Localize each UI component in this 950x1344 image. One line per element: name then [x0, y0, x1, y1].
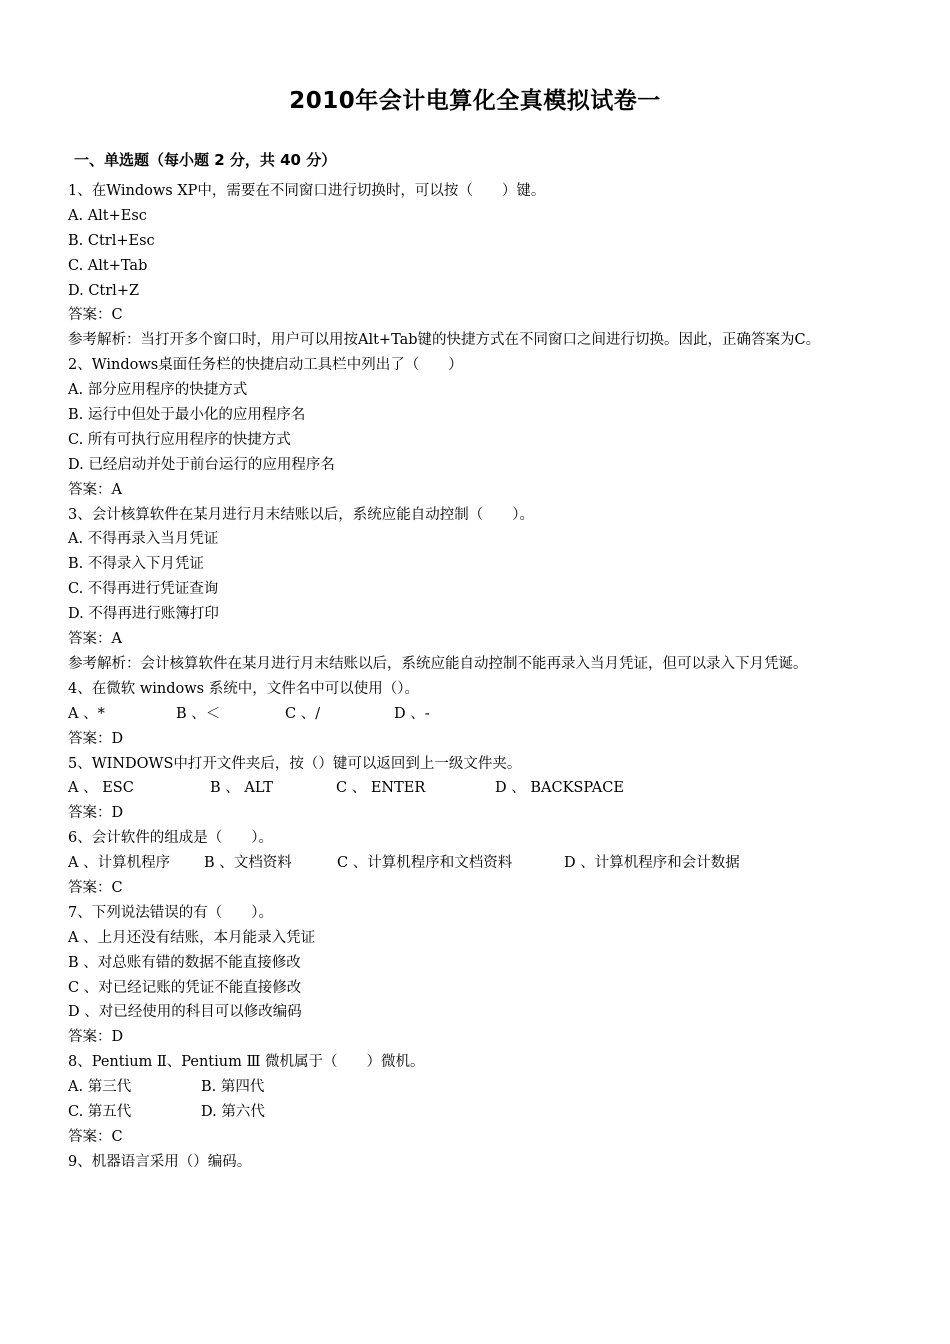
question-8 — [68, 1050, 883, 1150]
options-row — [68, 776, 883, 801]
answer: 答案：A — [68, 631, 122, 648]
option-d: D 、 BACKSPACE — [495, 780, 624, 797]
options-row — [68, 702, 883, 727]
question-3 — [68, 503, 883, 677]
option-c: C 、/ — [285, 705, 321, 722]
analysis: 参考解析：当打开多个窗口时，用户可以用按Alt+Tab键的快捷方式在不同窗口之间进行切换。因此，正确答案为C。 — [68, 332, 821, 349]
question-9 — [68, 1150, 883, 1175]
option-b: B. 运行中但处于最小化的应用程序名 — [68, 407, 306, 424]
question-stem: 9、机器语言采用（）编码。 — [68, 1153, 252, 1170]
options-row — [68, 851, 883, 876]
option-b: B 、 ALT — [210, 780, 273, 797]
answer: 答案：D — [68, 1029, 124, 1046]
option-c: C. 所有可执行应用程序的快捷方式 — [68, 431, 291, 448]
question-stem: 6、会计软件的组成是（ ）。 — [68, 830, 273, 847]
option-c: C 、对已经记账的凭证不能直接修改 — [68, 979, 302, 996]
option-c: C 、 ENTER — [336, 780, 426, 797]
options-row — [68, 1100, 883, 1125]
question-2 — [68, 353, 883, 502]
option-a: A. Alt+Esc — [68, 207, 147, 224]
answer: 答案：C — [68, 879, 123, 896]
option-a: A 、上月还没有结账，本月能录入凭证 — [68, 929, 316, 946]
option-d: D. 已经启动并处于前台运行的应用程序名 — [68, 456, 335, 473]
option-a: A 、 ESC — [68, 780, 134, 797]
option-d: D. 第六代 — [201, 1103, 265, 1120]
option-d: D. Ctrl+Z — [68, 282, 140, 299]
option-c: C. 第五代 — [68, 1103, 132, 1120]
option-b: B 、对总账有错的数据不能直接修改 — [68, 954, 301, 971]
question-stem: 1、在Windows XP中，需要在不同窗口进行切换时，可以按（ ）键。 — [68, 183, 546, 199]
question-4 — [68, 677, 883, 752]
answer: 答案：C — [68, 1128, 123, 1145]
page-title: 2010年会计电算化全真模拟试卷一 — [289, 88, 661, 114]
option-d: D 、对已经使用的科目可以修改编码 — [68, 1004, 302, 1021]
answer: 答案：D — [68, 730, 124, 747]
option-d: D 、计算机程序和会计数据 — [564, 855, 740, 872]
question-5 — [68, 752, 883, 827]
option-a: A. 不得再录入当月凭证 — [68, 531, 219, 548]
option-b: B. 不得录入下月凭证 — [68, 556, 204, 573]
question-stem: 3、会计核算软件在某月进行月末结账以后，系统应能自动控制（ ）。 — [68, 506, 534, 523]
option-b: B. Ctrl+Esc — [68, 232, 155, 249]
analysis: 参考解析：会计核算软件在某月进行月末结账以后，系统应能自动控制不能再录入当月凭证，但可以录入下月凭诞。 — [68, 655, 808, 672]
option-b: B 、＜ — [176, 705, 221, 722]
answer: 答案：D — [68, 805, 124, 822]
options-row — [68, 1075, 883, 1100]
option-a: A. 部分应用程序的快捷方式 — [68, 382, 248, 399]
answer: 答案：C — [68, 307, 123, 324]
question-stem: 5、WINDOWS中打开文件夹后，按（）键可以返回到上一级文件夹。 — [68, 755, 522, 772]
option-d: D. 不得再进行账簿打印 — [68, 606, 219, 623]
option-b: B 、文档资料 — [204, 855, 292, 872]
option-a: A 、计算机程序 — [68, 855, 171, 872]
option-c: C. 不得再进行凭证查询 — [68, 581, 219, 598]
question-1 — [68, 179, 883, 353]
option-c: C 、计算机程序和文档资料 — [337, 855, 513, 872]
question-6 — [68, 826, 883, 901]
question-7 — [68, 901, 883, 1050]
option-d: D 、- — [394, 705, 430, 722]
question-stem: 8、Pentium Ⅱ、Pentium Ⅲ 微机属于（ ）微机。 — [68, 1054, 425, 1071]
option-a: A. 第三代 — [68, 1079, 132, 1096]
question-stem: 2、Windows桌面任务栏的快捷启动工具栏中列出了（ ） — [68, 357, 463, 374]
question-stem: 7、下列说法错误的有（ ）。 — [68, 904, 273, 921]
section-heading: 一、单选题（每小题 2 分，共 40 分） — [74, 151, 337, 169]
option-b: B. 第四代 — [201, 1079, 265, 1096]
question-list — [68, 179, 883, 1175]
answer: 答案：A — [68, 481, 122, 498]
option-a: A 、* — [68, 705, 105, 722]
question-stem: 4、在微软 windows 系统中，文件名中可以使用（）。 — [68, 680, 419, 697]
option-c: C. Alt+Tab — [68, 257, 148, 274]
